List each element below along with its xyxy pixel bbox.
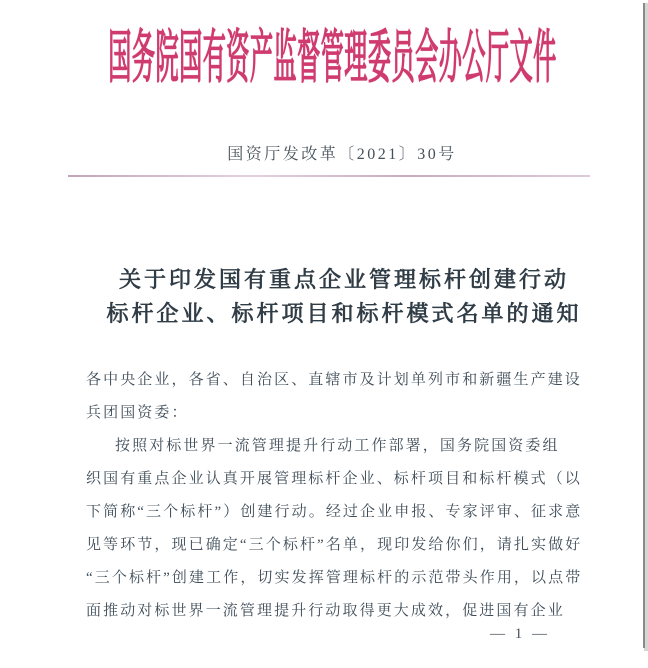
body-text-line: 见等环节，现已确定“三个标杆”名单，现印发给你们，请扎实做好 [86,537,583,553]
document-title-line-2: 标杆企业、标杆项目和标杆模式名单的通知 [106,301,582,326]
document-header-text: 国务院国有资产监督管理委员会办公厅文件 [107,25,557,90]
body-text-line: 织国有重点企业认真开展管理标杆企业、标杆项目和标杆模式（以 [86,471,582,487]
document-title [0,263,648,331]
header-divider [68,175,590,177]
body-text-line: 各中央企业，各省、自治区、直辖市及计划单列市和新疆生产建设 [86,372,582,388]
body-text-line: 下简称“三个标杆”）创建行动。经过企业申报、专家评审、征求意 [86,504,583,520]
document-number: 国资厅发改革〔2021〕30号 [227,146,457,163]
body-text-line: 按照对标世界一流管理提升行动工作部署，国务院国资委组 [115,438,560,454]
body-text-line: “三个标杆”创建工作，切实发挥管理标杆的示范带头作用，以点带 [86,570,583,586]
document-body [86,364,606,628]
document-header-banner [0,22,648,94]
body-text-line: 兵团国资委： [86,405,189,421]
page-number: — 1 — [490,626,550,642]
document-title-line-1: 关于印发国有重点企业管理标杆创建行动 [118,267,569,292]
body-text-line: 面推动对标世界一流管理提升行动取得更大成效，促进国有企业 [86,603,565,619]
